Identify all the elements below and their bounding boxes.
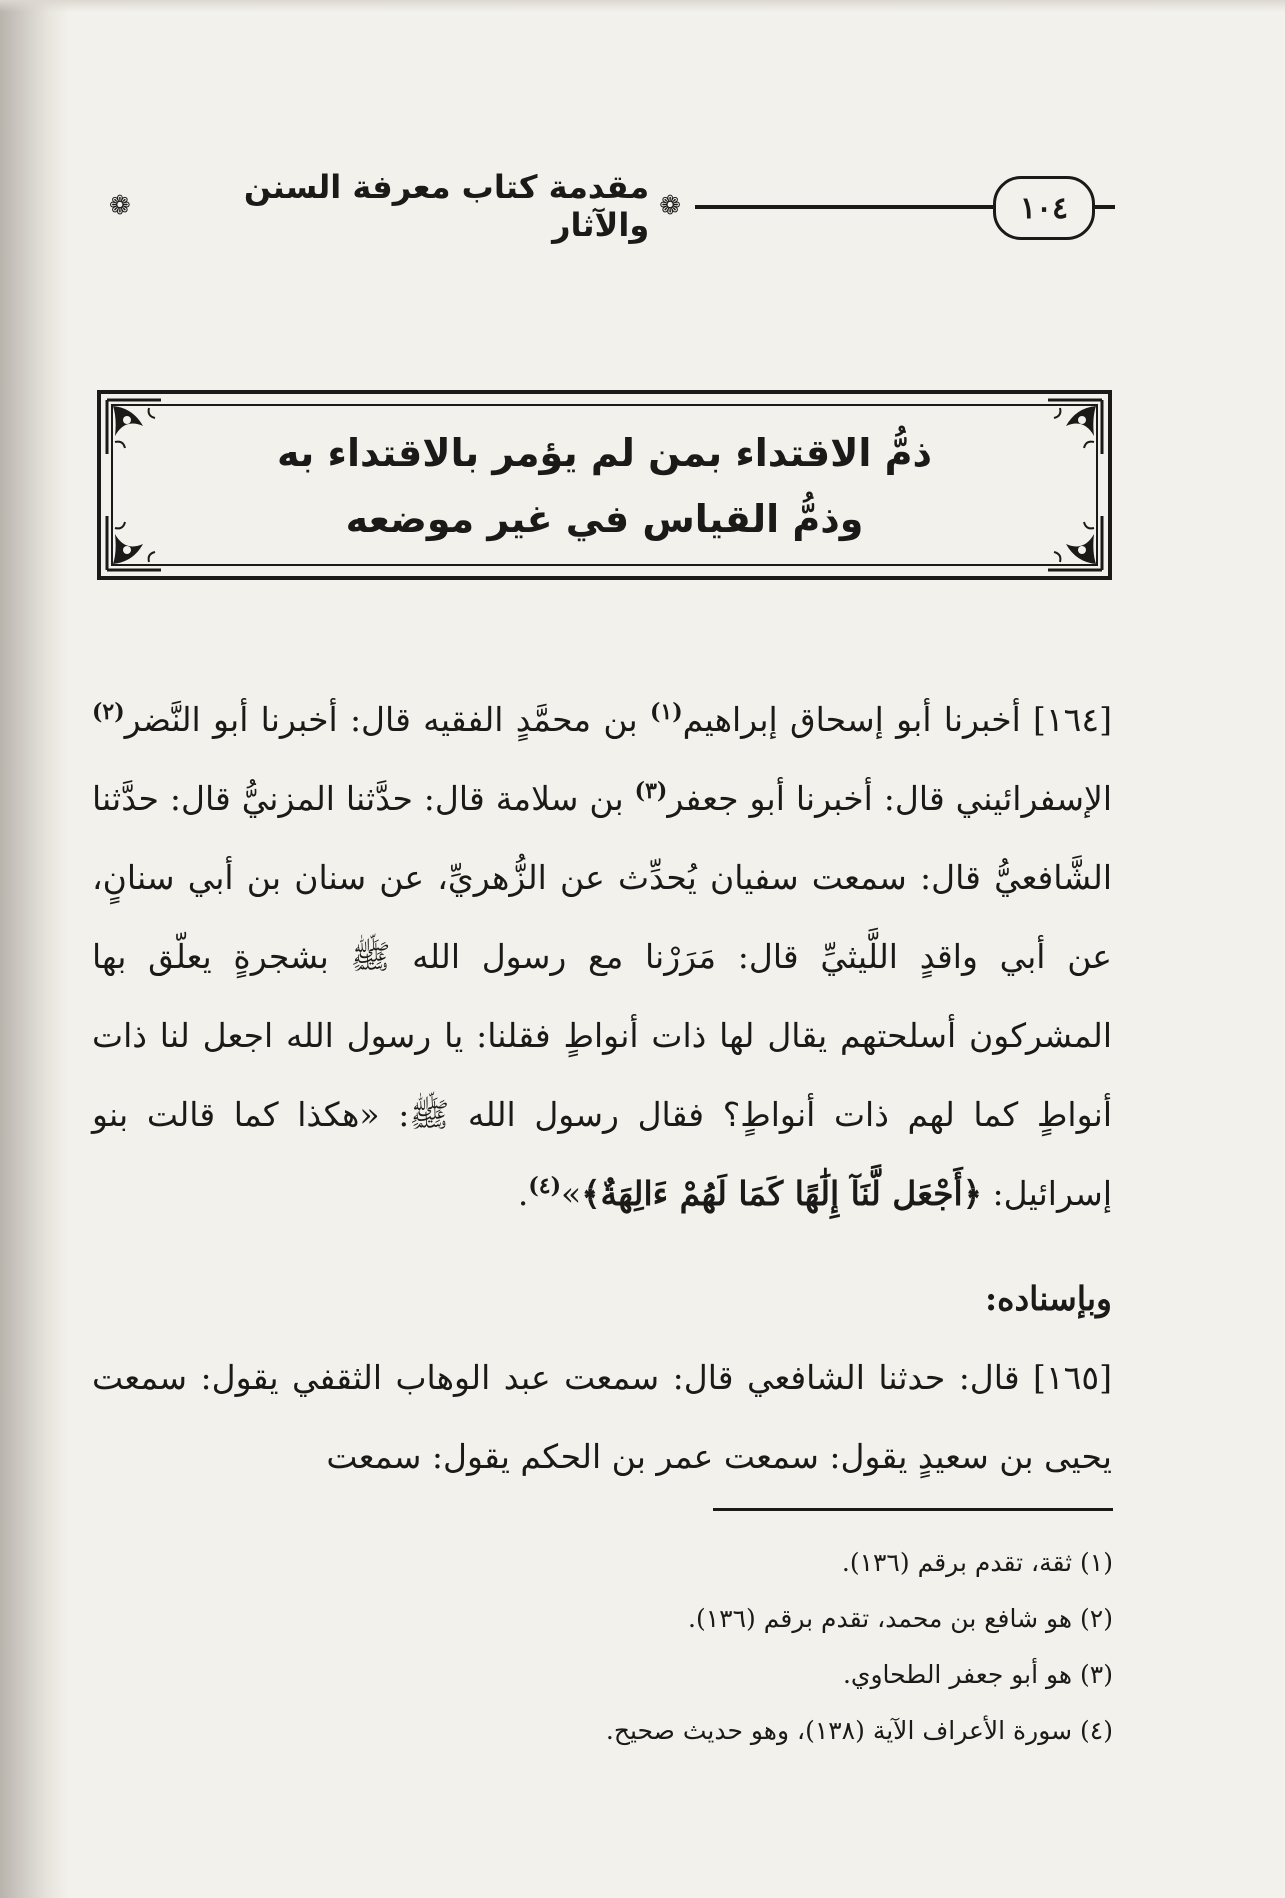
footnote-ref-2: (٢) bbox=[92, 699, 125, 725]
corner-ornament-icon bbox=[103, 396, 165, 458]
footnote-ref-1: (١) bbox=[650, 699, 683, 725]
text-segment: بن سلامة قال: حدَّثنا المزنيُّ قال: حدَّثنا الشَّافعيُّ قال: سمعت سفيان يُحدِّث عن الزُّهريِّ، عن سنان بن أبي سنانٍ، عن أبي واقدٍ اللَّيثيِّ قال: مَرَرْنا مع رسول الله ﷺ بشجرةٍ يعلّق بها المشركون أسلحتهم يقال لها ذات أنواطٍ فقلنا: يا رسول الله اجعل لنا ذات أنواطٍ كما لهم ذات أنواطٍ؟ فقال رسول الله ﷺ: «هكذا كما قالت بنو إسرائيل: bbox=[92, 779, 1112, 1213]
chapter-title bbox=[181, 420, 1028, 552]
corner-ornament-icon bbox=[1044, 512, 1106, 574]
chapter-title-line-2: وذمُّ القياس في غير موضعه bbox=[345, 497, 864, 541]
subheading: وبإسناده: bbox=[984, 1279, 1112, 1318]
text-segment: [١٦٤] أخبرنا أبو إسحاق إبراهيم bbox=[682, 700, 1112, 739]
footnote-rule bbox=[713, 1508, 1113, 1511]
footnotes bbox=[213, 1535, 1113, 1759]
ornament-icon: ❁ bbox=[659, 191, 681, 221]
quran-verse: ﴿أَجْعَل لَّنَآ إِلَٰهًا كَمَا لَهُمْ ءَالِهَةٌ﴾ bbox=[581, 1174, 983, 1213]
footnote-ref-4: (٤) bbox=[528, 1173, 561, 1199]
footnote-4: (٤) سورة الأعراف الآية (١٣٨)، وهو حديث صحيح. bbox=[605, 1716, 1113, 1745]
paragraph-164 bbox=[92, 680, 1112, 1233]
running-header bbox=[95, 168, 1115, 244]
text-segment: الإسفرائيني قال: أخبرنا أبو جعفر bbox=[667, 779, 1112, 818]
footnote-3: (٣) هو أبو جعفر الطحاوي. bbox=[842, 1660, 1113, 1689]
page-top-shadow bbox=[0, 0, 1285, 12]
chapter-title-box bbox=[97, 390, 1112, 580]
body-text bbox=[92, 680, 1112, 1496]
running-title-text: مقدمة كتاب معرفة السنن والآثار bbox=[243, 168, 650, 244]
paragraph-165: [١٦٥] قال: حدثنا الشافعي قال: سمعت عبد الوهاب الثقفي يقول: سمعت يحيى بن سعيدٍ يقول: سمعت عمر بن الحكم يقول: سمعت bbox=[92, 1358, 1112, 1476]
text-segment: بن محمَّدٍ الفقيه قال: أخبرنا أبو النَّضر bbox=[124, 700, 650, 739]
running-title bbox=[95, 168, 695, 244]
text-segment: » bbox=[560, 1174, 582, 1213]
footnote-ref-3: (٣) bbox=[634, 778, 668, 804]
footnote-1: (١) ثقة، تقدم برقم (١٣٦). bbox=[841, 1548, 1113, 1577]
page-binding-shadow bbox=[0, 0, 70, 1898]
page-number: ١٠٤ bbox=[993, 176, 1095, 240]
corner-ornament-icon bbox=[103, 512, 165, 574]
ornament-icon: ❁ bbox=[109, 191, 131, 221]
corner-ornament-icon bbox=[1044, 396, 1106, 458]
text-segment: . bbox=[517, 1174, 529, 1213]
chapter-title-line-1: ذمُّ الاقتداء بمن لم يؤمر بالاقتداء به bbox=[276, 431, 933, 475]
footnote-2: (٢) هو شافع بن محمد، تقدم برقم (١٣٦). bbox=[688, 1604, 1113, 1633]
